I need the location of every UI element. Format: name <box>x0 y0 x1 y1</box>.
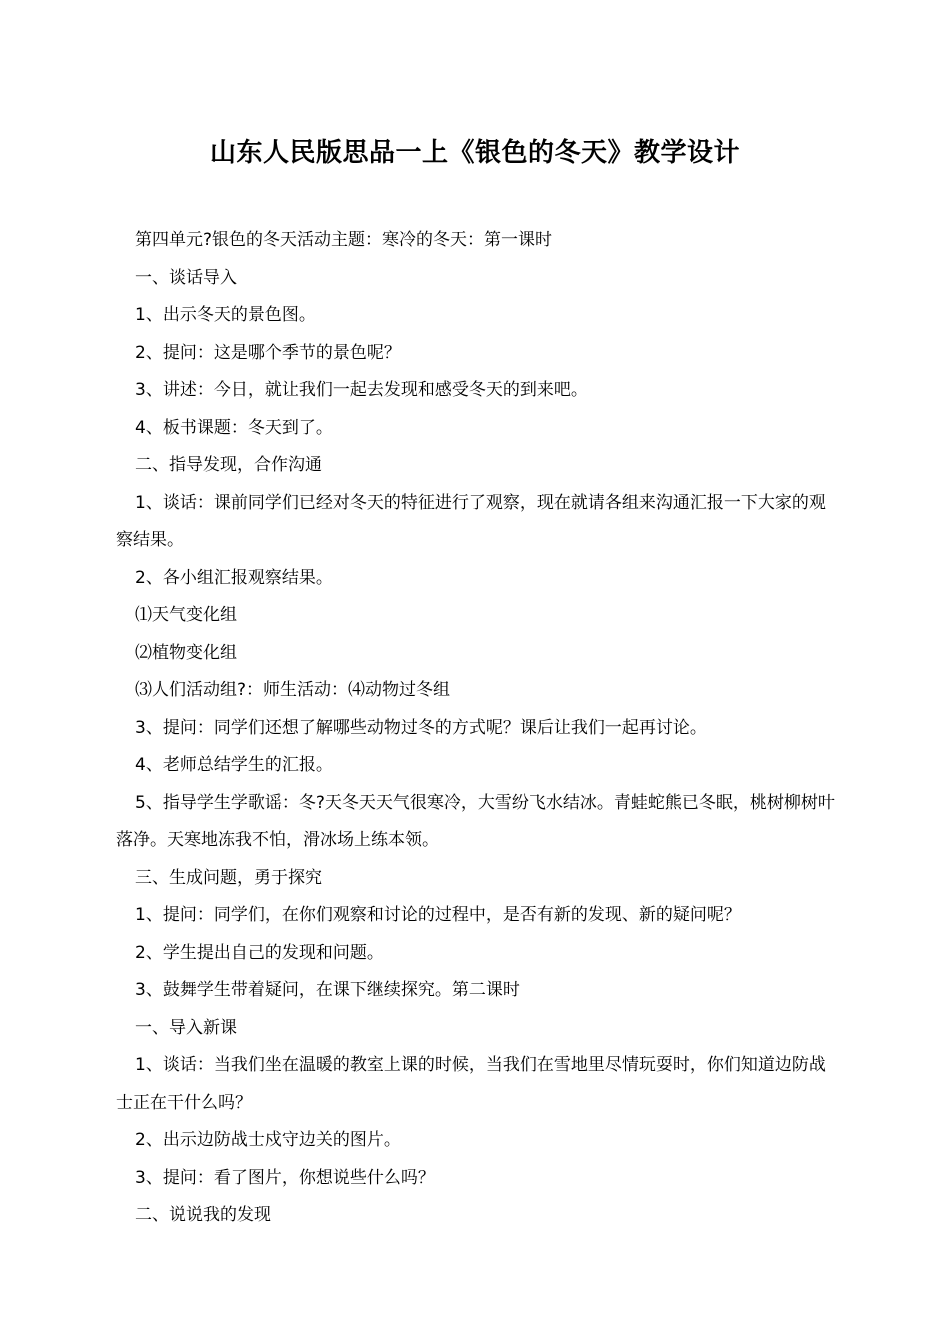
paragraph: 2、学生提出自己的发现和问题。 <box>135 942 384 963</box>
paragraph: 3、讲述：今日，就让我们一起去发现和感受冬天的到来吧。 <box>135 380 588 400</box>
section-heading: 三、生成问题，勇于探究 <box>135 867 322 888</box>
document-body <box>116 222 838 1235</box>
section-heading: 一、谈话导入 <box>135 267 237 288</box>
paragraph: 5、指导学生学歌谣：冬?天冬天天气很寒冷，大雪纷飞水结冰。青蛙蛇熊已冬眠，桃树柳树叶落净。天寒地冻我不怕，滑冰场上练本领。 <box>116 792 835 850</box>
paragraph: 第四单元?银色的冬天活动主题：寒冷的冬天：第一课时 <box>135 230 553 250</box>
paragraph: ⑴天气变化组 <box>135 605 237 625</box>
paragraph: 1、出示冬天的景色图。 <box>135 305 316 325</box>
paragraph: 1、谈话：课前同学们已经对冬天的特征进行了观察，现在就请各组来沟通汇报一下大家的观察结果。 <box>116 492 826 550</box>
paragraph: 3、提问：同学们还想了解哪些动物过冬的方式呢？课后让我们一起再讨论。 <box>135 717 707 738</box>
paragraph: ⑵植物变化组 <box>135 642 237 663</box>
paragraph: 3、鼓舞学生带着疑问，在课下继续探究。第二课时 <box>135 980 520 1000</box>
section-heading: 一、导入新课 <box>135 1017 237 1038</box>
paragraph: 1、提问：同学们，在你们观察和讨论的过程中，是否有新的发现、新的疑问呢？ <box>135 905 741 925</box>
paragraph: 2、出示边防战士戍守边关的图片。 <box>135 1130 401 1150</box>
section-heading: 二、指导发现，合作沟通 <box>135 455 322 475</box>
paragraph: 4、板书课题：冬天到了。 <box>135 417 333 438</box>
paragraph: 2、提问：这是哪个季节的景色呢？ <box>135 342 401 363</box>
paragraph: 1、谈话：当我们坐在温暖的教室上课的时候，当我们在雪地里尽情玩耍时，你们知道边防战士正在干什么吗？ <box>116 1055 826 1113</box>
paragraph: 3、提问：看了图片，你想说些什么吗？ <box>135 1167 435 1188</box>
document-title: 山东人民版思品一上《银色的冬天》教学设计 <box>209 138 740 168</box>
paragraph: ⑶人们活动组?：师生活动：⑷动物过冬组 <box>135 680 451 700</box>
paragraph: 4、老师总结学生的汇报。 <box>135 755 333 775</box>
section-heading: 二、说说我的发现 <box>135 1205 271 1225</box>
paragraph: 2、各小组汇报观察结果。 <box>135 567 333 588</box>
